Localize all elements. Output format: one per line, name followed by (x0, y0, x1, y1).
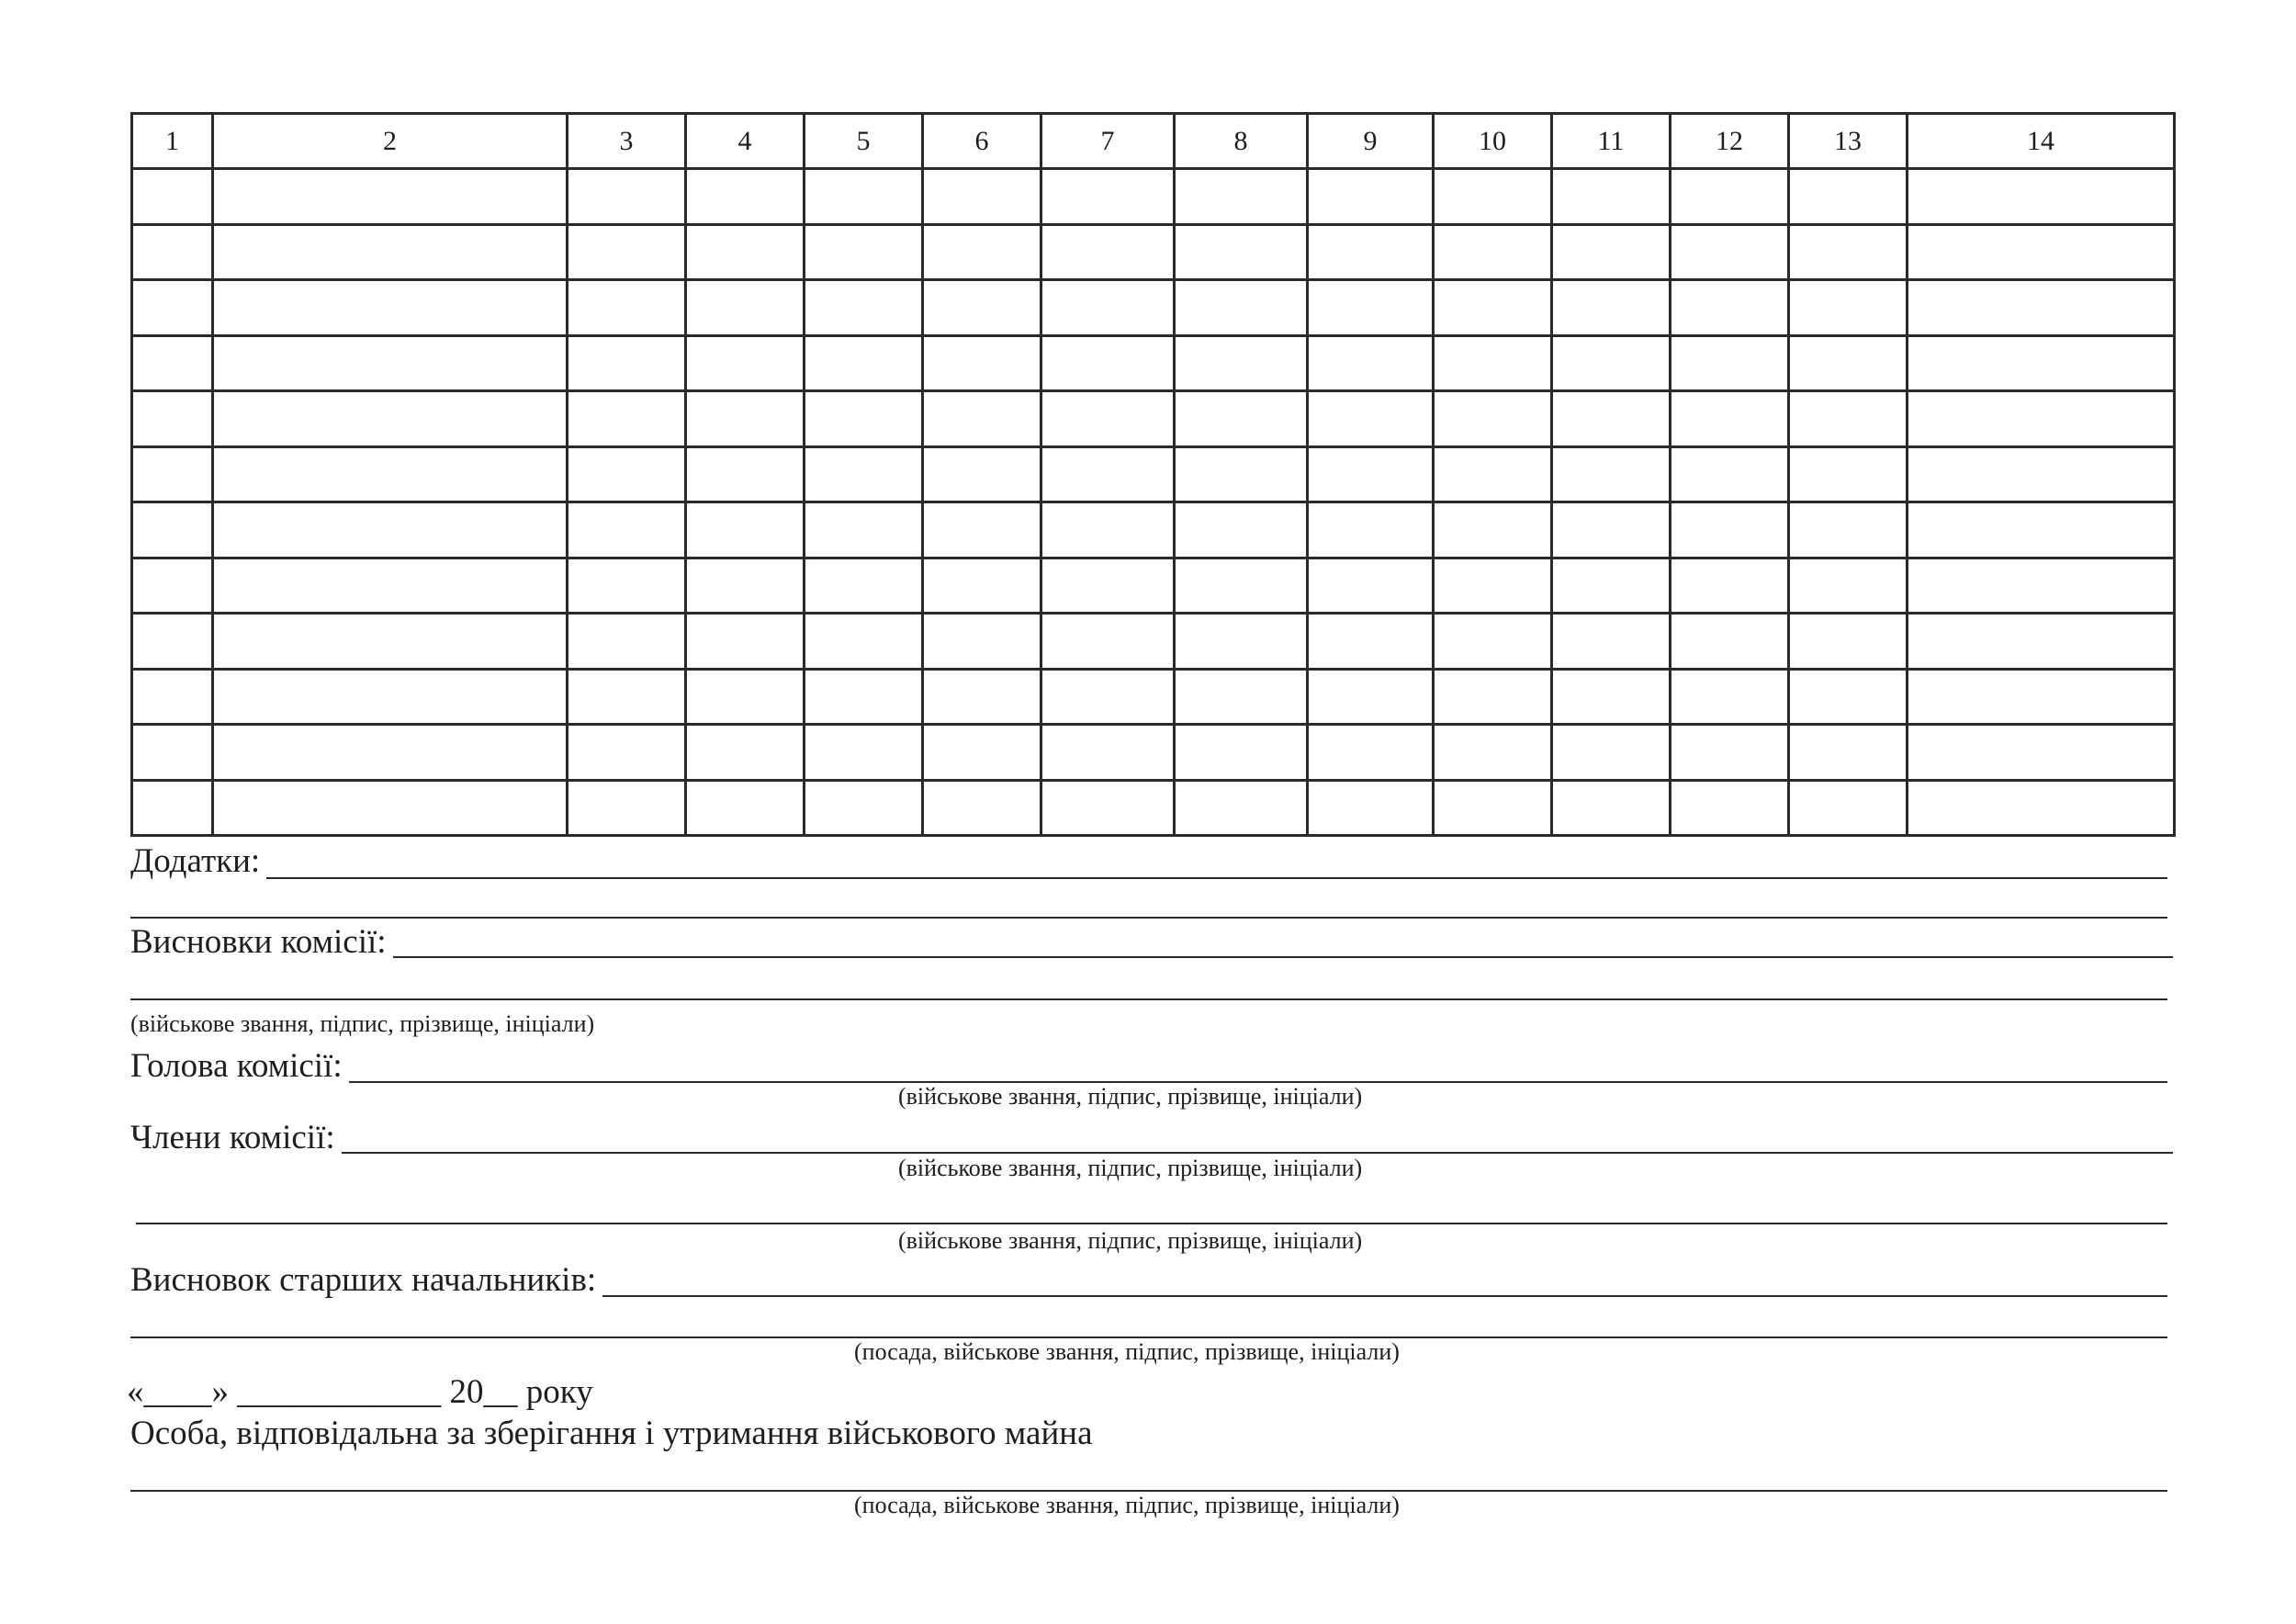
date-line[interactable]: «____» ____________ 20__ року (127, 1373, 593, 1411)
senior-conclusion-label: Висновок старших начальників: (130, 1261, 597, 1299)
column-header: 14 (1908, 114, 2175, 169)
commission-conclusions-input-line-2[interactable] (130, 998, 2167, 1000)
table-cell[interactable] (1434, 335, 1552, 391)
table-cell[interactable] (686, 725, 805, 781)
table-cell[interactable] (1175, 558, 1308, 614)
table-cell[interactable] (568, 725, 686, 781)
commission-conclusions-input-line[interactable] (393, 956, 2173, 958)
table-cell[interactable] (568, 446, 686, 502)
table-row (132, 725, 2175, 781)
column-header: 6 (923, 114, 1041, 169)
table-cell[interactable] (132, 669, 213, 725)
column-header: 12 (1671, 114, 1789, 169)
table-cell[interactable] (213, 169, 568, 225)
table-cell[interactable] (1175, 169, 1308, 225)
table-cell[interactable] (686, 280, 805, 336)
table-cell[interactable] (568, 391, 686, 447)
table-cell[interactable] (1789, 614, 1908, 670)
table-cell[interactable] (132, 780, 213, 836)
table-cell[interactable] (1908, 446, 2175, 502)
table-cell[interactable] (923, 280, 1041, 336)
table-cell[interactable] (1671, 780, 1789, 836)
table-cell[interactable] (1908, 614, 2175, 670)
table-cell[interactable] (568, 558, 686, 614)
table-cell[interactable] (686, 502, 805, 558)
table-cell[interactable] (1434, 558, 1552, 614)
table-cell[interactable] (1175, 725, 1308, 781)
table-cell[interactable] (1552, 669, 1671, 725)
column-header: 8 (1175, 114, 1308, 169)
table-cell[interactable] (1908, 669, 2175, 725)
table-cell[interactable] (686, 558, 805, 614)
table-cell[interactable] (805, 446, 923, 502)
table-cell[interactable] (1908, 391, 2175, 447)
members-label: Члени комісії: (130, 1119, 335, 1156)
column-header: 1 (132, 114, 213, 169)
table-cell[interactable] (1308, 669, 1434, 725)
table-cell[interactable] (213, 335, 568, 391)
table-cell[interactable] (805, 224, 923, 280)
table-cell[interactable] (568, 169, 686, 225)
table-cell[interactable] (923, 224, 1041, 280)
table-cell[interactable] (1671, 669, 1789, 725)
table-cell[interactable] (1789, 224, 1908, 280)
table-row (132, 502, 2175, 558)
table-cell[interactable] (132, 614, 213, 670)
table-cell[interactable] (568, 614, 686, 670)
member-2-caption: (військове звання, підпис, прізвище, ініціали) (898, 1227, 1363, 1254)
table-cell[interactable] (1552, 502, 1671, 558)
responsible-person-caption: (посада, військове звання, підпис, прізвище, ініціали) (854, 1492, 1400, 1518)
table-cell[interactable] (923, 558, 1041, 614)
table-cell[interactable] (1308, 725, 1434, 781)
table-cell[interactable] (1175, 280, 1308, 336)
table-row (132, 446, 2175, 502)
table-cell[interactable] (1308, 169, 1434, 225)
table-row (132, 335, 2175, 391)
table-cell[interactable] (805, 335, 923, 391)
table-cell[interactable] (1434, 391, 1552, 447)
table-cell[interactable] (805, 558, 923, 614)
column-header: 10 (1434, 114, 1552, 169)
table-cell[interactable] (213, 391, 568, 447)
table-cell[interactable] (1789, 725, 1908, 781)
table-cell[interactable] (1552, 558, 1671, 614)
table-cell[interactable] (1671, 446, 1789, 502)
table-cell[interactable] (213, 446, 568, 502)
table-cell[interactable] (1789, 502, 1908, 558)
table-cell[interactable] (1789, 169, 1908, 225)
table-cell[interactable] (1175, 446, 1308, 502)
table-cell[interactable] (805, 780, 923, 836)
table-cell[interactable] (1552, 335, 1671, 391)
table-cell[interactable] (686, 669, 805, 725)
table-row (132, 669, 2175, 725)
table-cell[interactable] (132, 335, 213, 391)
table-header-row (132, 114, 2175, 169)
table-cell[interactable] (132, 502, 213, 558)
member-2-signature-line[interactable] (136, 1223, 2167, 1224)
table-row (132, 280, 2175, 336)
table-cell[interactable] (1789, 391, 1908, 447)
table-cell[interactable] (686, 446, 805, 502)
table-cell[interactable] (132, 224, 213, 280)
table-row (132, 780, 2175, 836)
table-cell[interactable] (213, 780, 568, 836)
table-cell[interactable] (1908, 224, 2175, 280)
table-cell[interactable] (1552, 280, 1671, 336)
table-cell[interactable] (1175, 391, 1308, 447)
attachments-input-line[interactable] (266, 877, 2167, 879)
table-cell[interactable] (1434, 614, 1552, 670)
column-header: 4 (686, 114, 805, 169)
table-cell[interactable] (1552, 391, 1671, 447)
table-cell[interactable] (1908, 558, 2175, 614)
table-cell[interactable] (1908, 169, 2175, 225)
table-cell[interactable] (1434, 446, 1552, 502)
table-cell[interactable] (1552, 725, 1671, 781)
table-cell[interactable] (923, 335, 1041, 391)
table-cell[interactable] (132, 446, 213, 502)
table-row (132, 614, 2175, 670)
table-cell[interactable] (923, 502, 1041, 558)
table-cell[interactable] (1789, 335, 1908, 391)
table-cell[interactable] (1175, 502, 1308, 558)
table-cell[interactable] (213, 614, 568, 670)
table-cell[interactable] (1434, 280, 1552, 336)
table-cell[interactable] (1041, 169, 1175, 225)
table-cell[interactable] (1175, 780, 1308, 836)
column-header: 11 (1552, 114, 1671, 169)
attachments-input-line-2[interactable] (130, 917, 2167, 919)
responsible-person-label: Особа, відповідальна за зберігання і утримання військового майна (130, 1415, 1093, 1452)
table-cell[interactable] (213, 224, 568, 280)
table-cell[interactable] (805, 614, 923, 670)
commission-conclusions-label: Висновки комісії: (130, 923, 387, 961)
table-cell[interactable] (805, 391, 923, 447)
table-cell[interactable] (923, 669, 1041, 725)
table-cell[interactable] (923, 780, 1041, 836)
table-cell[interactable] (1041, 446, 1175, 502)
table-cell[interactable] (1552, 169, 1671, 225)
table-cell[interactable] (1789, 446, 1908, 502)
table-cell[interactable] (1552, 614, 1671, 670)
table-cell[interactable] (568, 669, 686, 725)
table-cell[interactable] (1308, 780, 1434, 836)
table-row (132, 558, 2175, 614)
table-cell[interactable] (1671, 169, 1789, 225)
table-cell[interactable] (213, 725, 568, 781)
table-cell[interactable] (1434, 780, 1552, 836)
chairman-caption: (військове звання, підпис, прізвище, ініціали) (898, 1083, 1363, 1110)
table-cell[interactable] (805, 669, 923, 725)
table-cell[interactable] (1908, 780, 2175, 836)
table-cell[interactable] (1308, 614, 1434, 670)
table-cell[interactable] (568, 780, 686, 836)
table-cell[interactable] (1175, 335, 1308, 391)
table-cell[interactable] (1308, 558, 1434, 614)
table-cell[interactable] (1908, 502, 2175, 558)
table-cell[interactable] (132, 725, 213, 781)
table-cell[interactable] (805, 280, 923, 336)
form-table (130, 112, 2176, 837)
member-1-signature-line[interactable] (342, 1152, 2173, 1154)
column-header: 5 (805, 114, 923, 169)
table-cell[interactable] (132, 280, 213, 336)
table-cell[interactable] (1434, 502, 1552, 558)
table-cell[interactable] (1308, 446, 1434, 502)
attachments-label: Додатки: (130, 842, 261, 880)
table-cell[interactable] (213, 280, 568, 336)
table-row (132, 391, 2175, 447)
table-cell[interactable] (568, 335, 686, 391)
table-cell[interactable] (923, 614, 1041, 670)
column-header: 9 (1308, 114, 1434, 169)
table-cell[interactable] (1671, 391, 1789, 447)
table-cell[interactable] (1041, 502, 1175, 558)
table-cell[interactable] (1671, 335, 1789, 391)
table-cell[interactable] (1789, 280, 1908, 336)
table-cell[interactable] (1908, 335, 2175, 391)
table-cell[interactable] (686, 169, 805, 225)
table-cell[interactable] (213, 502, 568, 558)
table-cell[interactable] (1671, 280, 1789, 336)
table-cell[interactable] (1671, 558, 1789, 614)
table-cell[interactable] (1308, 391, 1434, 447)
member-1-caption: (військове звання, підпис, прізвище, ініціали) (898, 1155, 1363, 1181)
table-cell[interactable] (686, 780, 805, 836)
table-cell[interactable] (1434, 669, 1552, 725)
table-cell[interactable] (1552, 446, 1671, 502)
table-cell[interactable] (1671, 224, 1789, 280)
table-cell[interactable] (1308, 280, 1434, 336)
table-cell[interactable] (923, 169, 1041, 225)
table-row (132, 224, 2175, 280)
table-cell[interactable] (1041, 780, 1175, 836)
table-cell[interactable] (805, 502, 923, 558)
table-cell[interactable] (1041, 224, 1175, 280)
rank-signature-caption: (військове звання, підпис, прізвище, ініціали) (130, 1010, 595, 1037)
table-row (132, 169, 2175, 225)
table-cell[interactable] (923, 725, 1041, 781)
column-header: 7 (1041, 114, 1175, 169)
table-cell[interactable] (1434, 169, 1552, 225)
table-cell[interactable] (1041, 335, 1175, 391)
table-cell[interactable] (1041, 614, 1175, 670)
table-cell[interactable] (1789, 780, 1908, 836)
table-cell[interactable] (686, 335, 805, 391)
table-cell[interactable] (1552, 224, 1671, 280)
table-cell[interactable] (805, 725, 923, 781)
table-cell[interactable] (1041, 558, 1175, 614)
table-cell[interactable] (568, 502, 686, 558)
table-cell[interactable] (1434, 725, 1552, 781)
table-cell[interactable] (568, 280, 686, 336)
table-cell[interactable] (132, 558, 213, 614)
table-cell[interactable] (1908, 280, 2175, 336)
table-cell[interactable] (1671, 502, 1789, 558)
table-cell[interactable] (1308, 224, 1434, 280)
table-cell[interactable] (132, 391, 213, 447)
table-cell[interactable] (1175, 224, 1308, 280)
table-cell[interactable] (1041, 669, 1175, 725)
table-cell[interactable] (686, 614, 805, 670)
senior-conclusion-input-line[interactable] (602, 1295, 2167, 1297)
table-cell[interactable] (1671, 614, 1789, 670)
table-cell[interactable] (686, 224, 805, 280)
table-cell[interactable] (568, 224, 686, 280)
table-cell[interactable] (923, 391, 1041, 447)
chairman-label: Голова комісії: (130, 1047, 343, 1085)
column-header: 2 (213, 114, 568, 169)
table-cell[interactable] (132, 169, 213, 225)
table-cell[interactable] (1175, 614, 1308, 670)
table-cell[interactable] (1175, 669, 1308, 725)
table-cell[interactable] (1308, 502, 1434, 558)
table-cell[interactable] (805, 169, 923, 225)
table-cell[interactable] (1041, 725, 1175, 781)
table-cell[interactable] (1908, 725, 2175, 781)
table-cell[interactable] (1789, 669, 1908, 725)
table-cell[interactable] (213, 558, 568, 614)
senior-conclusion-caption: (посада, військове звання, підпис, прізвище, ініціали) (854, 1338, 1400, 1365)
column-header: 3 (568, 114, 686, 169)
table-cell[interactable] (686, 391, 805, 447)
table-cell[interactable] (1789, 558, 1908, 614)
table-cell[interactable] (923, 446, 1041, 502)
table-cell[interactable] (1041, 391, 1175, 447)
table-cell[interactable] (213, 669, 568, 725)
table-cell[interactable] (1434, 224, 1552, 280)
table-cell[interactable] (1308, 335, 1434, 391)
column-header: 13 (1789, 114, 1908, 169)
table-cell[interactable] (1552, 780, 1671, 836)
table-cell[interactable] (1671, 725, 1789, 781)
table-cell[interactable] (1041, 280, 1175, 336)
